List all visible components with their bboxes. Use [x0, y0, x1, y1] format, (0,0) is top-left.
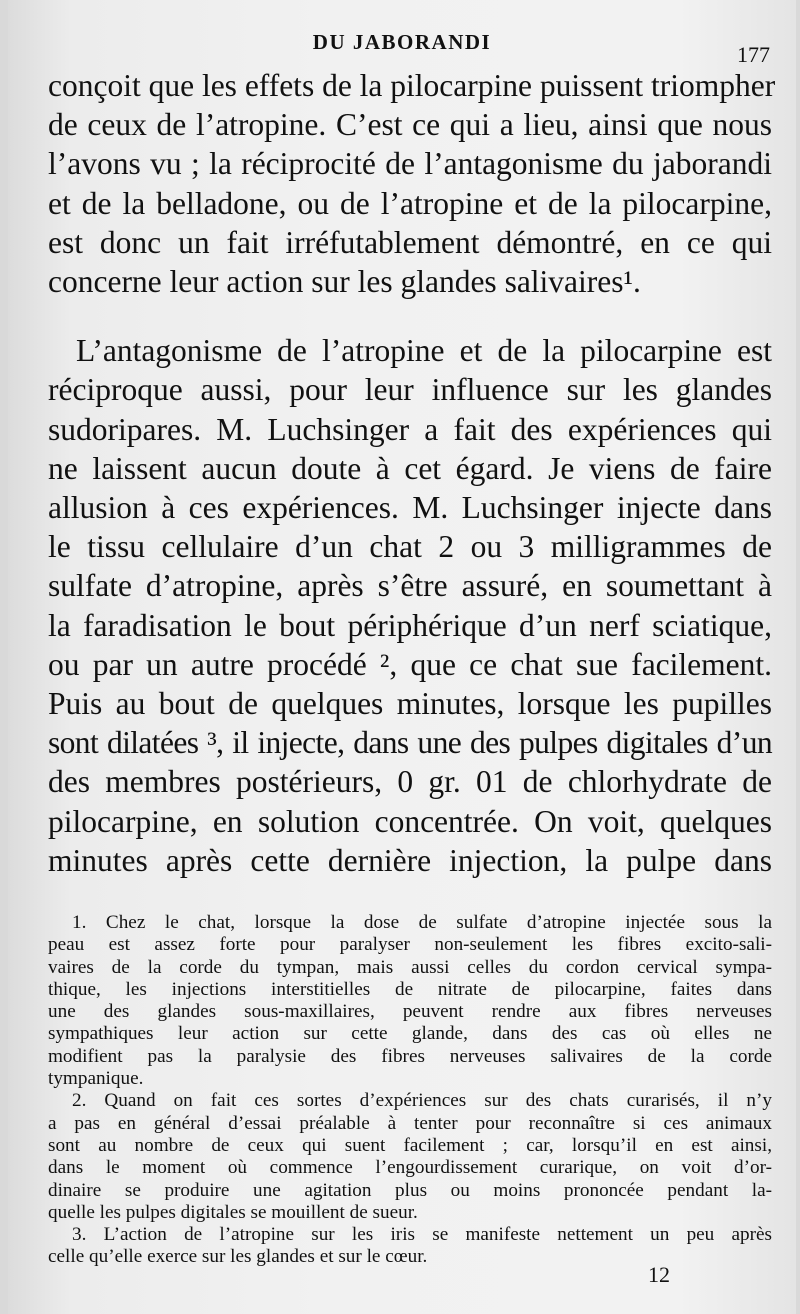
text-line: conçoit que les effets de la pilocarpine puissent triompher	[48, 68, 776, 103]
text-line: L’antagonisme de l’atropine et de la pilocarpine est	[76, 333, 772, 369]
text-line: Puis au bout de quelques minutes, lorsque les pupilles	[48, 686, 772, 722]
running-title: DU JABORANDI	[312, 30, 492, 54]
text-line: le tissu cellulaire d’un chat 2 ou 3 milligrammes de	[48, 529, 772, 565]
footnote-line: 1. Chez le chat, lorsque la dose de sulfate d’atropine injectée sous la	[72, 912, 772, 933]
text-line: allusion à ces expériences. M. Luchsinger injecte dans	[48, 490, 772, 526]
footnote-line: peau est assez forte pour paralyser non-seulement les fibres excito-sali-	[48, 934, 772, 956]
footnote-line: celle qu’elle exerce sur les glandes et sur le cœur.	[48, 1246, 428, 1268]
text-line: minutes après cette dernière injection, la pulpe dans	[48, 842, 772, 878]
footnote-line: vaires de la corde du tympan, mais aussi celles du cordon cervical sympa-	[48, 956, 772, 978]
footnote-line: 3. L’action de l’atropine sur les iris se manifeste nettement un peu après	[72, 1224, 772, 1246]
running-head	[8, 30, 796, 67]
text-line: des membres postérieurs, 0 gr. 01 de chlorhydrate de	[48, 764, 772, 800]
footnote-line: dans le moment où commence l’engourdissement curarique, on voit d’or-	[48, 1157, 772, 1179]
footnotes	[48, 912, 772, 1269]
footnote-line: une des glandes sous-maxillaires, peuvent rendre aux fibres nerveuses	[48, 1001, 772, 1023]
text-line: sont dilatées ³, il injecte, dans une des pulpes digitales d’un	[48, 725, 772, 761]
footnote-line: dinaire se produire une agitation plus ou moins prononcée pendant la-	[48, 1179, 772, 1201]
text-line: ou par un autre procédé ², que ce chat sue facilement.	[48, 646, 772, 682]
signature-mark: 12	[648, 1262, 670, 1287]
footnote-2	[48, 1090, 772, 1224]
footnote-1	[48, 912, 772, 1090]
text-line: la faradisation le bout périphérique d’un nerf sciatique,	[48, 607, 772, 643]
footnote-line: sont au nombre de ceux qui suent facilement ; car, lorsqu’il en est ainsi,	[48, 1134, 772, 1156]
footnote-line: thique, les injections interstitielles de nitrate de pilocarpine, faites dans	[48, 978, 772, 1000]
text-line: sudoripares. M. Luchsinger a fait des expériences qui	[48, 411, 772, 447]
page-number: 177	[737, 42, 770, 67]
paragraph-gap	[48, 301, 772, 331]
text-line: réciproque aussi, pour leur influence sur les glandes	[48, 372, 772, 408]
text-line: sulfate d’atropine, après s’être assuré, en soumettant à	[48, 568, 772, 604]
text-line: pilocarpine, en solution concentrée. On voit, quelques	[48, 803, 772, 839]
text-line: l’avons vu ; la réciprocité de l’antagonisme du jaborandi	[48, 146, 772, 182]
footnote-line: quelle les pulpes digitales se mouillent de sueur.	[48, 1201, 418, 1223]
text-line: de ceux de l’atropine. C’est ce qui a lieu, ainsi que nous	[48, 107, 772, 143]
paragraph-1	[48, 66, 776, 301]
footnote-line: 2. Quand on fait ces sortes d’expériences sur des chats curarisés, il n’y	[72, 1090, 772, 1112]
text-line: ne laissent aucun doute à cet égard. Je viens de faire	[48, 450, 772, 486]
body-text	[48, 66, 776, 880]
footnote-line: tympanique.	[48, 1068, 144, 1090]
text-line: est donc un fait irréfutablement démontré, en ce qui	[48, 224, 772, 260]
text-line: concerne leur action sur les glandes salivaires¹.	[48, 264, 641, 300]
book-page	[8, 0, 796, 1314]
footnote-line: sympathiques leur action sur cette glande, dans des cas où elles ne	[48, 1023, 772, 1045]
footnote-line: modifient pas la paralysie des fibres nerveuses salivaires de la corde	[48, 1045, 772, 1067]
paragraph-2	[48, 331, 772, 880]
footnote-line: a pas en général d’essai préalable à tenter pour reconnaître si ces animaux	[48, 1112, 772, 1134]
text-line: et de la belladone, ou de l’atropine et de la pilocarpine,	[48, 185, 772, 221]
